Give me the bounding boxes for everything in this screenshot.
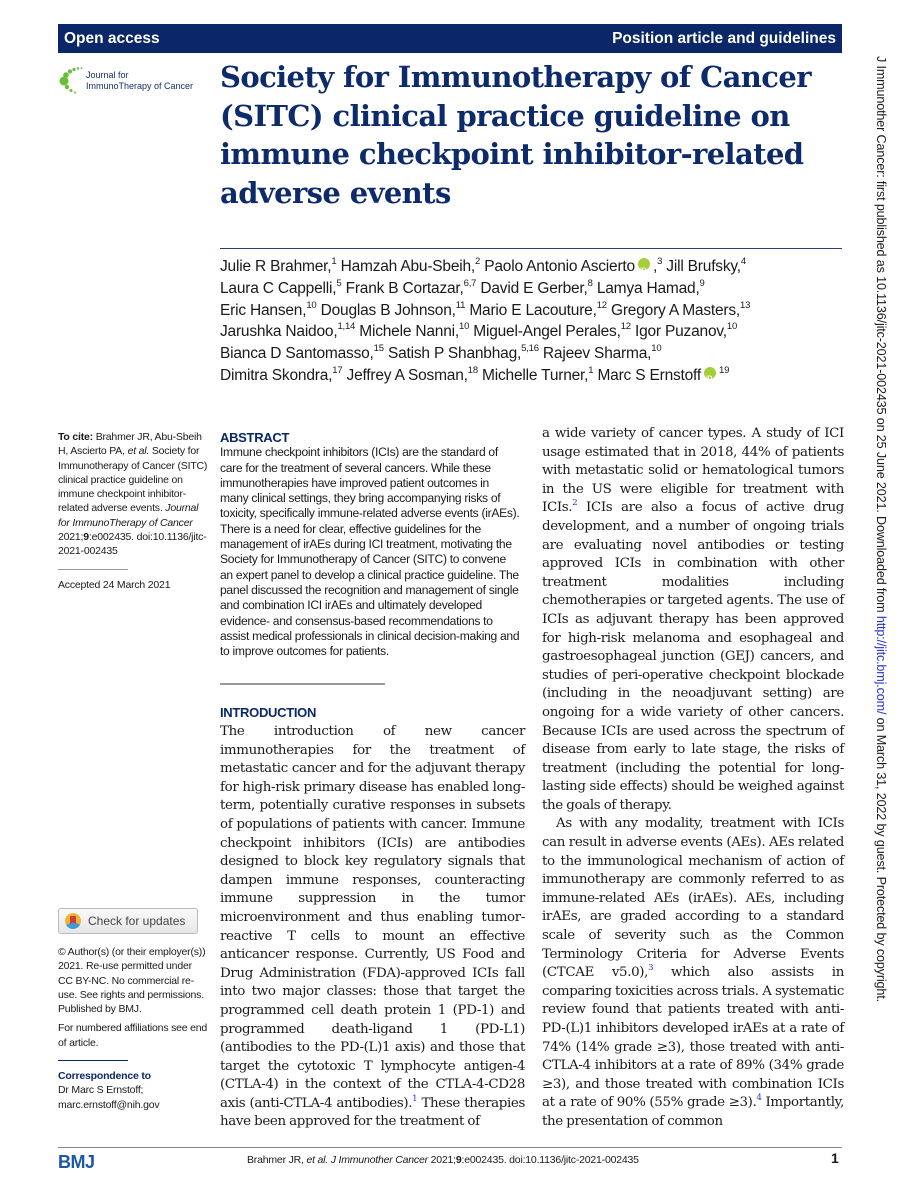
affiliation-number: 10: [306, 299, 317, 311]
title-divider: [220, 248, 842, 249]
orcid-icon[interactable]: [704, 367, 716, 379]
accepted-date: Accepted 24 March 2021: [58, 578, 171, 591]
sidebar-divider: [58, 569, 128, 570]
correspondence-email[interactable]: marc.ernstoff@nih.gov: [58, 1098, 160, 1111]
check-for-updates-button[interactable]: Check for updates: [58, 908, 198, 934]
author-name: Jeffrey A Sosman,: [346, 366, 468, 384]
body-column-left: [220, 723, 525, 1132]
abstract-heading: ABSTRACT: [220, 430, 290, 445]
author-name: Miguel-Angel Perales,: [473, 323, 621, 341]
introduction-heading: INTRODUCTION: [220, 705, 317, 720]
affiliation-number: 9: [699, 277, 705, 289]
footer-divider: [58, 1147, 842, 1148]
download-note-vertical: J Immunother Cancer: first published as 10.1136/jitc-2021-002435 on 25 June 2021. Downloaded from http://jitc.bmj.com/ on March 31, 2022 by guest. Protected by copyright.: [874, 56, 888, 1002]
affiliation-number: 1: [331, 256, 337, 267]
author-name: Jarushka Naidoo,: [220, 323, 338, 341]
open-access-label: Open access: [64, 29, 160, 47]
author-name: Dimitra Skondra,: [220, 366, 333, 384]
affiliation-number: 4: [740, 256, 746, 267]
paragraph: The introduction of new cancer immunotherapies for the treatment of metastatic cancer and for the adjuvant therapy for high-risk primary disease has enabled long-term, potentially curative responses in subsets of populations of patients with cancer. Immune checkpoint inhibitors (ICIs) are antibodies designed to block key regulatory signals that dampen immune responses, counteracting immune suppression in the tumor microenvironment and thus enabling tumor-reactive T cells to mount an effective anticancer response. Currently, US Food and Drug Administration (FDA)-approved ICIs fall into two major classes: those that target the programmed cell death protein 1 (PD-1) and programmed death-ligand 1 (PD-L1) (antibodies to the PD-(L)1 axis) and those that target the cytotoxic T lymphocyte antigen-4 (CTLA-4) in the context of the CTLA-4-CD28 axis (anti-CTLA-4 antibodies).$^1$ These therapies have been approved for the treatment of: [220, 724, 526, 1130]
correspondence-heading: Correspondence to: [58, 1070, 151, 1083]
author-name: Michelle Turner,: [482, 366, 589, 384]
author-name: Laura C Cappelli,: [220, 279, 337, 297]
affiliation-number: 1,14: [337, 321, 356, 333]
dotted-arc-logo-icon: [58, 66, 84, 96]
affiliation-number: 10: [651, 343, 662, 355]
author-name: Frank B Cortazar,: [345, 279, 464, 297]
header-banner: [58, 24, 842, 53]
orcid-icon[interactable]: [638, 258, 650, 270]
reference-link[interactable]: 2: [572, 498, 578, 509]
author-name: Mario E Lacouture,: [469, 301, 597, 319]
author-name: Rajeev Sharma,: [542, 345, 652, 363]
bmj-logo[interactable]: BMJ: [58, 1152, 95, 1172]
bookmark-update-icon: [65, 913, 81, 929]
journal-name: Journal for ImmunoTherapy of Cancer: [86, 70, 194, 91]
reference-link[interactable]: 4: [756, 1093, 762, 1104]
author-name: David E Gerber,: [480, 279, 588, 297]
abstract-text: Immune checkpoint inhibitors (ICIs) are the standard of care for the treatment of several cancers. While these immunotherapies have improved patient outcomes in many clinical settings, they bring accompanying risks of toxicity, specifically immune-related adverse events (irAEs). There is a need for clear, effective guidelines for the management of irAEs during ICI treatment, motivating the Society for Immunotherapy of Cancer (SITC) to convene an expert panel to develop a clinical practice guideline. The panel discussed the recognition and management of single and combination ICI irAEs and ultimately developed evidence- and consensus-based recommendations to assist medical professionals in clinical decision-making and to improve outcomes for patients.: [220, 445, 520, 659]
author-name: Gregory A Masters,: [610, 301, 741, 319]
affiliations-note: For numbered affiliations see end of article.: [58, 1022, 208, 1049]
affiliation-number: 8: [587, 277, 593, 289]
footer-citation: Brahmer JR, et al. J Immunother Cancer 2021;9:e002435. doi:10.1136/jitc-2021-002435: [247, 1154, 639, 1166]
journal-logo[interactable]: [58, 66, 208, 96]
affiliation-number: 12: [620, 321, 631, 333]
author-name: Douglas B Johnson,: [320, 301, 456, 319]
sidebar-divider: [58, 1060, 128, 1061]
jitc-link[interactable]: http://jitc.bmj.com/: [874, 615, 888, 715]
affiliation-number: 13: [740, 299, 751, 311]
author-name: Satish P Shanbhag,: [387, 345, 522, 363]
affiliation-number: 19: [719, 364, 730, 376]
affiliation-number: 6,7: [463, 277, 477, 289]
reference-link[interactable]: 1: [412, 1093, 418, 1104]
paragraph: As with any modality, treatment with ICIs can result in adverse events (AEs). AEs related to the immunological mechanism of action of immunotherapy are commonly referred to as immune-related AEs (irAEs). AEs, including irAEs, are graded according to a standard scale of severity such as the Common Terminology Criteria for Adverse Events (CTCAE v5.0),$^3$ which also assists in comparing toxicities across trials. A systematic review found that patients treated with anti-PD-(L)1 inhibitors developed irAEs at a rate of 74% (14% grade ≥3), those treated with anti-CTLA-4 inhibitors at a rate of 89% (34% grade ≥3), and those treated with combination ICIs at a rate of 90% (55% grade ≥3).$^4$ Importantly, the presentation of common: [542, 816, 845, 1129]
affiliation-number: 10: [458, 321, 470, 333]
body-column-right: [542, 425, 844, 1132]
author-name: Igor Puzanov,: [634, 323, 727, 341]
author-name: Paolo Antonio Ascierto: [484, 258, 635, 275]
affiliation-number: 10: [726, 321, 738, 333]
author-name: Bianca D Santomasso,: [220, 345, 374, 363]
author-name: Michele Nanni,: [359, 323, 459, 341]
correspondence-name: Dr Marc S Ernstoff;: [58, 1084, 144, 1097]
affiliation-number: 17: [332, 364, 343, 376]
citation-block: To cite: Brahmer JR, Abu-Sbeih H, Ascierto PA, et al. Society for Immunotherapy of Cancer (SITC) clinical practice guideline on immune checkpoint inhibitor-related adverse events. Journal for ImmunoTherapy of Cancer 2021;9:e002435. doi:10.1136/jitc-2021-002435 Accepted 24 March 2021: [58, 431, 208, 591]
affiliation-number: 2: [475, 256, 481, 267]
author-name: Hamzah Abu-Sbeih,: [340, 258, 476, 275]
affiliation-number: 3: [657, 256, 663, 267]
author-name: Lamya Hamad,: [596, 279, 700, 297]
copyright-block: [58, 945, 208, 1112]
affiliation-number: 11: [455, 299, 466, 311]
affiliation-number: 12: [596, 299, 607, 311]
copyright-text: © Author(s) (or their employer(s)) 2021. Re-use permitted under CC BY-NC. No commercial re-use. See rights and permissions. Published by BMJ.: [58, 946, 206, 1016]
article-type-label: Position article and guidelines: [612, 29, 836, 47]
author-list: Julie R Brahmer,$^1$ Hamzah Abu-Sbeih,$^2$ Paolo Antonio AsciertoiD ,$^3$ Jill Brufsky,$^4$ Laura C Cappelli,$^5$ Frank B Cortazar,$^{6,7}$ David E Gerber,$^8$ Lamya Hamad,$^9$ Eric Hansen,$^{10}$ Douglas B Johnson,$^{11}$ Mario E Lacouture,$^{12}$ Gregory A Masters,$^{13}$ Jarushka Naidoo,$^{1,14}$ Michele Nanni,$^{10}$ Miguel-Angel Perales,$^{12}$ Igor Puzanov,$^{10}$ Bianca D Santomasso,$^{15}$ Satish P Shanbhag,$^{5,16}$ Rajeev Sharma,$^{10}$ Dimitra Skondra,$^{17}$ Jeffrey A Sosman,$^{18}$ Michelle Turner,$^1$ Marc S ErnstoffiD $^{19}$: [220, 256, 845, 387]
reference-link[interactable]: 3: [648, 963, 654, 974]
author-name: Eric Hansen,: [220, 301, 307, 319]
abstract: [220, 430, 520, 659]
article-title: Society for Immunotherapy of Cancer (SITC) clinical practice guideline on immune checkpoint inhibitor-related adverse events: [220, 60, 811, 210]
page-number: 1: [831, 1150, 839, 1166]
affiliation-number: 5,16: [521, 343, 539, 355]
affiliation-number: 1: [588, 364, 594, 376]
paragraph: a wide variety of cancer types. A study of ICI usage estimated that in 2018, 44% of patients with metastatic solid or hematological tumors in the US were eligible for treatment with ICIs.$^2$ ICIs are also a focus of active drug development, and a number of ongoing trials are evaluating novel antibodies or testing approved ICIs in combination with other treatment modalities including chemotherapies or targeted agents. The use of ICIs as adjuvant therapy has been approved for high-risk melanoma and esophageal and gastroesophageal junction (GEJ) cancers, and studies of peri-operative checkpoint blockade (including in the neoadjuvant setting) are ongoing for a wide variety of other cancers. Because ICIs are used across the spectrum of disease from early to late stage, the risks of treatment (including the potential for long-lasting side effects) should be weighed against the goals of therapy.: [542, 426, 844, 813]
citation-doi[interactable]: doi:10.1136/jitc-2021-002435: [58, 531, 207, 558]
author-name: Marc S Ernstoff: [597, 366, 701, 384]
affiliation-number: 15: [373, 343, 384, 355]
affiliation-number: 18: [467, 364, 478, 376]
abstract-divider: [220, 683, 385, 685]
author-name: Jill Brufsky,: [666, 258, 741, 275]
author-name: Julie R Brahmer,: [220, 258, 332, 275]
affiliation-number: 5: [336, 277, 342, 289]
